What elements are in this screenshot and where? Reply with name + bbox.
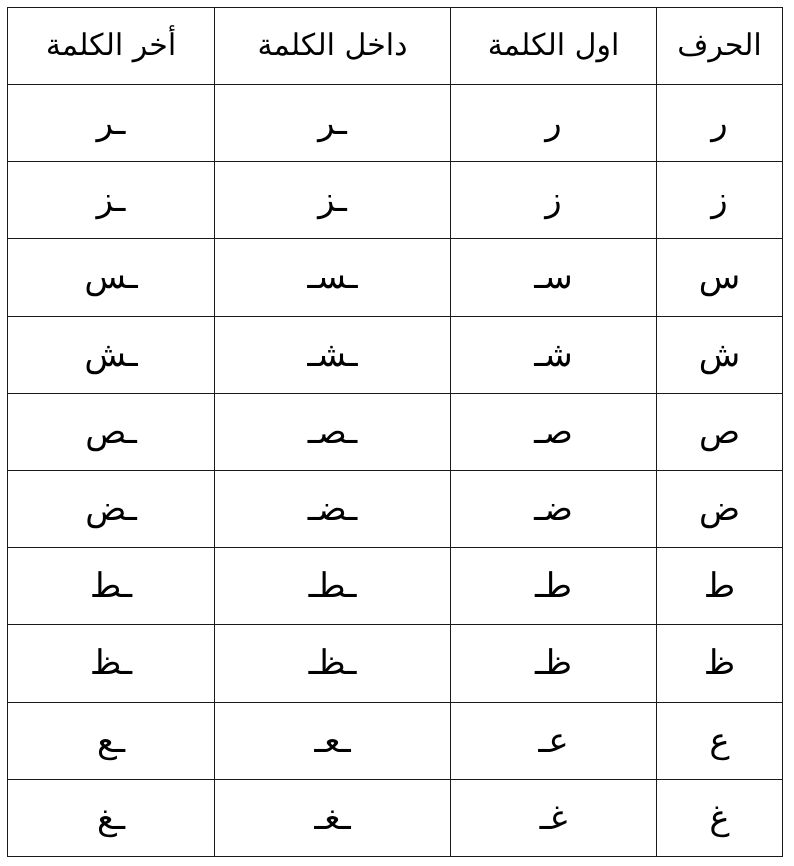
header-letter — [657, 8, 783, 85]
letter-glyph: ش — [698, 334, 741, 375]
cell-letter — [657, 393, 783, 470]
beginning-form: طـ — [534, 566, 573, 607]
letter-forms-table — [7, 7, 783, 857]
beginning-form: ر — [545, 103, 562, 144]
letter-glyph: ض — [698, 489, 741, 530]
letter-glyph: ظ — [703, 643, 736, 684]
table-row — [8, 779, 783, 856]
beginning-form: شـ — [534, 334, 573, 375]
cell-end — [8, 393, 215, 470]
cell-middle — [215, 85, 451, 162]
end-form: ـص — [85, 411, 137, 452]
cell-middle — [215, 316, 451, 393]
cell-beginning — [451, 162, 657, 239]
cell-beginning — [451, 548, 657, 625]
beginning-form: غـ — [539, 797, 568, 838]
table-body — [8, 85, 783, 857]
table-row — [8, 162, 783, 239]
cell-end — [8, 470, 215, 547]
cell-end — [8, 162, 215, 239]
cell-middle — [215, 779, 451, 856]
cell-beginning — [451, 316, 657, 393]
cell-beginning — [451, 625, 657, 702]
table-row — [8, 239, 783, 316]
middle-form: ـظـ — [308, 643, 357, 684]
header-letter-label: الحرف — [677, 28, 762, 63]
cell-letter — [657, 779, 783, 856]
end-form: ـش — [84, 334, 138, 375]
cell-end — [8, 702, 215, 779]
middle-form: ـر — [318, 103, 347, 144]
cell-letter — [657, 548, 783, 625]
header-middle-label: داخل الكلمة — [257, 28, 408, 63]
cell-letter — [657, 625, 783, 702]
header-beginning-label: اول الكلمة — [487, 28, 620, 63]
cell-letter — [657, 85, 783, 162]
header-middle — [215, 8, 451, 85]
letter-glyph: س — [698, 257, 741, 298]
end-form: ـع — [96, 720, 126, 761]
beginning-form: ضـ — [534, 489, 573, 530]
middle-form: ـطـ — [308, 566, 357, 607]
cell-end — [8, 85, 215, 162]
cell-middle — [215, 162, 451, 239]
header-beginning — [451, 8, 657, 85]
cell-beginning — [451, 702, 657, 779]
cell-end — [8, 548, 215, 625]
table-row — [8, 470, 783, 547]
end-form: ـط — [89, 566, 133, 607]
cell-letter — [657, 702, 783, 779]
table-row — [8, 548, 783, 625]
middle-form: ـعـ — [314, 720, 351, 761]
cell-end — [8, 239, 215, 316]
cell-beginning — [451, 393, 657, 470]
end-form: ـض — [85, 489, 137, 530]
cell-beginning — [451, 239, 657, 316]
middle-form: ـصـ — [307, 411, 358, 452]
beginning-form: ز — [545, 180, 562, 221]
cell-middle — [215, 548, 451, 625]
end-form: ـس — [84, 257, 138, 298]
end-form: ـظ — [89, 643, 133, 684]
cell-end — [8, 625, 215, 702]
cell-letter — [657, 316, 783, 393]
cell-letter — [657, 470, 783, 547]
cell-letter — [657, 239, 783, 316]
header-row — [8, 8, 783, 85]
cell-middle — [215, 702, 451, 779]
cell-end — [8, 316, 215, 393]
cell-beginning — [451, 85, 657, 162]
letter-glyph: ص — [698, 411, 741, 452]
middle-form: ـغـ — [314, 797, 351, 838]
letter-glyph: ط — [703, 566, 736, 607]
table-header — [8, 8, 783, 85]
middle-form: ـشـ — [307, 334, 358, 375]
letter-glyph: غ — [709, 797, 730, 838]
cell-end — [8, 779, 215, 856]
cell-middle — [215, 470, 451, 547]
cell-beginning — [451, 470, 657, 547]
cell-middle — [215, 393, 451, 470]
middle-form: ـز — [318, 180, 347, 221]
beginning-form: عـ — [538, 720, 569, 761]
table-row — [8, 316, 783, 393]
table-row — [8, 702, 783, 779]
middle-form: ـضـ — [307, 489, 358, 530]
table-row — [8, 393, 783, 470]
letter-glyph: ع — [709, 720, 730, 761]
end-form: ـز — [96, 180, 126, 221]
letter-forms-sheet — [7, 7, 782, 857]
letter-glyph: ز — [711, 180, 728, 221]
table-row — [8, 85, 783, 162]
beginning-form: سـ — [534, 257, 573, 298]
cell-middle — [215, 625, 451, 702]
table-row — [8, 625, 783, 702]
cell-beginning — [451, 779, 657, 856]
beginning-form: ظـ — [534, 643, 573, 684]
cell-letter — [657, 162, 783, 239]
end-form: ـر — [96, 103, 126, 144]
header-end-label: أخر الكلمة — [45, 28, 177, 63]
header-end — [8, 8, 215, 85]
cell-middle — [215, 239, 451, 316]
beginning-form: صـ — [534, 411, 573, 452]
middle-form: ـسـ — [307, 257, 358, 298]
letter-glyph: ر — [711, 103, 728, 144]
end-form: ـغ — [96, 797, 126, 838]
